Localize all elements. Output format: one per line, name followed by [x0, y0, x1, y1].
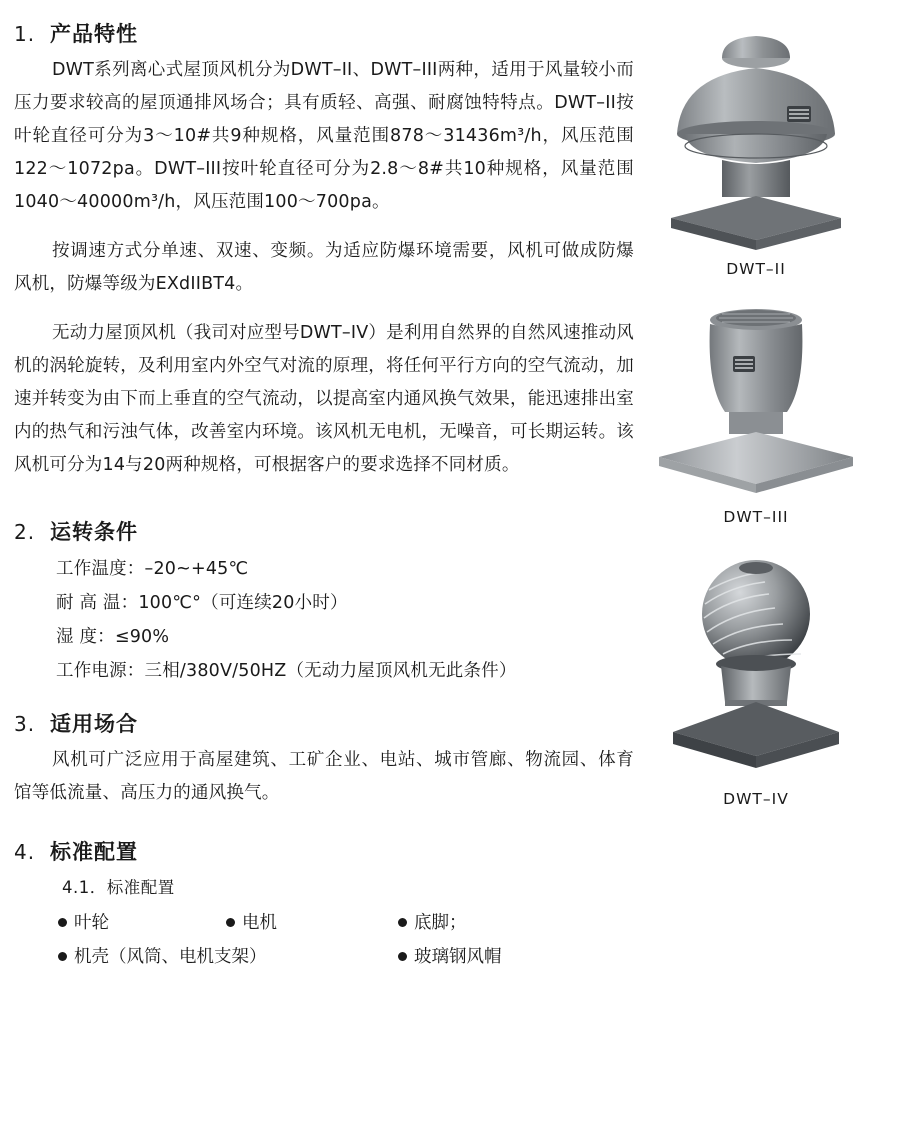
bullet-icon — [58, 918, 67, 927]
config-row — [58, 940, 634, 974]
spec-item: 耐 高 温：100℃°（可连续20小时） — [56, 593, 348, 613]
section-number: 3. — [14, 712, 36, 736]
bullet-icon — [58, 952, 67, 961]
bullet-icon — [226, 918, 235, 927]
section-operating-conditions — [14, 516, 634, 688]
section-heading — [14, 516, 634, 546]
spec-item: 工作温度：–20~+45℃ — [56, 559, 249, 579]
paragraph: 风机可广泛应用于高屋建筑、工矿企业、电站、城市管廊、物流园、体育馆等低流量、高压力的通风换气。 — [14, 750, 634, 803]
section-applications — [14, 708, 634, 810]
config-row — [58, 906, 634, 940]
section-heading — [14, 708, 634, 738]
text-column — [14, 18, 634, 974]
section-title: 适用场合 — [50, 712, 138, 736]
bullet-icon — [398, 952, 407, 961]
figure-caption: DWT–II — [726, 260, 786, 278]
figure-column — [622, 22, 890, 824]
spec-item: 湿 度：≤90% — [56, 627, 170, 647]
figure-dwt-3 — [622, 294, 890, 526]
section-title: 运转条件 — [50, 520, 138, 544]
config-item — [58, 906, 226, 940]
section-number: 1. — [14, 22, 36, 46]
config-item — [398, 940, 502, 974]
spacer — [14, 814, 634, 836]
spacer — [14, 221, 634, 235]
section-number: 4. — [14, 840, 36, 864]
fan-dwt-2-icon — [629, 22, 884, 252]
spec-list — [14, 552, 634, 688]
fan-dwt-4-image — [629, 542, 884, 782]
figure-caption: DWT–IV — [723, 790, 789, 808]
section-product-features — [14, 18, 634, 482]
config-item — [398, 906, 467, 940]
spacer — [14, 303, 634, 317]
paragraph: 无动力屋顶风机（我司对应型号DWT–IV）是利用自然界的自然风速推动风机的涡轮旋转，及利用室内外空气对流的原理，将任何平行方向的空气流动，加速并转变为由下而上垂直的空气流动，以提高室内通风换气效果，能迅速排出室内的热气和污浊气体，改善室内环境。该风机无电机，无噪音，可长期运转。该风机可分为14与20两种规格，可根据客户的要求选择不同材质。 — [14, 323, 634, 475]
fan-dwt-3-image — [629, 294, 884, 500]
fan-dwt-4-icon — [629, 542, 884, 782]
config-item-label: 电机 — [242, 913, 277, 933]
bullet-icon — [398, 918, 407, 927]
config-item-label: 机壳（风筒、电机支架） — [74, 947, 267, 967]
fan-dwt-3-icon — [629, 294, 884, 500]
figure-caption: DWT–III — [723, 508, 789, 526]
config-item-label: 底脚； — [414, 913, 467, 933]
section-heading — [14, 836, 634, 866]
config-item — [226, 906, 398, 940]
configuration-list — [14, 906, 634, 974]
config-item — [58, 940, 398, 974]
section-title: 标准配置 — [50, 840, 138, 864]
fan-dwt-2-image — [629, 22, 884, 252]
config-item-label: 叶轮 — [74, 913, 109, 933]
spacer — [14, 498, 634, 516]
section-title: 产品特性 — [50, 22, 138, 46]
section-standard-configuration — [14, 836, 634, 974]
spacer — [14, 688, 634, 708]
spec-item: 工作电源：三相/380V/50HZ（无动力屋顶风机无此条件） — [56, 661, 517, 681]
paragraph: DWT系列离心式屋顶风机分为DWT–II、DWT–III两种，适用于风量较小而压力要求较高的屋顶通排风场合；具有质轻、高强、耐腐蚀特特点。DWT–II按叶轮直径可分为3～10#共9种规格，风量范围878～31436m³/h，风压范围122～1072pa。DWT–III按叶轮直径可分为2.8～8#共10种规格，风量范围1040～40000m³/h，风压范围100～700pa。 — [14, 60, 634, 212]
subsection-heading: 4.1．标准配置 — [62, 878, 175, 897]
section-number: 2. — [14, 520, 36, 544]
figure-dwt-4 — [622, 542, 890, 808]
paragraph: 按调速方式分单速、双速、变频。为适应防爆环境需要，风机可做成防爆风机，防爆等级为EXdIIBT4。 — [14, 241, 634, 294]
config-item-label: 玻璃钢风帽 — [414, 947, 502, 967]
section-heading — [14, 18, 634, 48]
figure-dwt-2 — [622, 22, 890, 278]
